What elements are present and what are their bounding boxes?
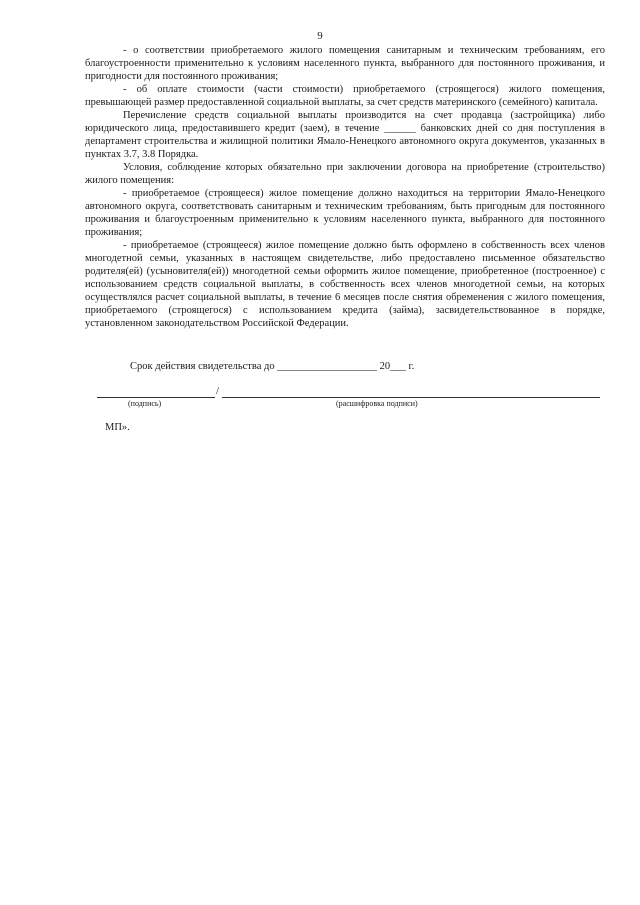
signature-caption: (подпись) [128,399,162,408]
signature-decoding-line [222,397,600,398]
signature-line [97,397,215,398]
paragraph-maternal-capital-payment: - об оплате стоимости (части стоимости) приобретаемого (строящегося) жилого помещения, превышающей размер предоставленной социальной выплаты, за счет средств материнского (семейного) капитала. [85,84,605,108]
paragraph-location-requirement: - приобретаемое (строящееся) жилое помещение должно находиться на территории Ямало-Ненецкого автономного округа, соответствовать санитарным и техническим требованиям, быть пригодным для постоянного проживания и благоустроенным применительно к условиям населенного пункта, выбранного для постоянного проживания; [85,188,605,238]
paragraph-sanitary-conformity: - о соответствии приобретаемого жилого помещения санитарным и техническим требованиям, его благоустроенности применительно к условиям населенного пункта, выбранного для постоянного проживания, и пригодности для постоянного проживания; [85,45,605,82]
signature-separator: / [216,385,220,397]
certificate-validity-line: Срок действия свидетельства до ___________________ 20___ г. [130,361,415,372]
paragraph-ownership-requirement: - приобретаемое (строящееся) жилое помещение должно быть оформлено в собственность всех членов многодетной семьи, указанных в настоящем свидетельстве, либо предоставлено письменное обязательство родителя(ей) (усыновителя(ей)) многодетной семьи оформить жилое помещение, приобретенное (построенное) с использованием средств социальной выплаты, в собственность всех членов многодетной семьи, на которых осуществлялся расчет социальной выплаты, в течение 6 месяцев после снятия обременения с жилого помещения, приобретаемого (строящегося) с использованием кредита (займа), засвидетельствованное в порядке, установленном законодательством Российской Федерации. [85,240,605,329]
document-body [85,44,605,330]
page-number: 9 [317,30,323,42]
signature-decoding-caption: (расшифровка подписи) [336,399,418,408]
paragraph-funds-transfer: Перечисление средств социальной выплаты производится на счет продавца (застройщика) либо юридического лица, предоставившего кредит (заем), в течение ______ банковских дней со дня поступления в департамент строительства и жилищной политики Ямало-Ненецкого автономного округа документов, указанных в пунктах 3.7, 3.8 Порядка. [85,110,605,160]
stamp-placeholder: МП». [105,422,130,433]
paragraph-contract-conditions: Условия, соблюдение которых обязательно при заключении договора на приобретение (строительство) жилого помещения: [85,162,605,186]
